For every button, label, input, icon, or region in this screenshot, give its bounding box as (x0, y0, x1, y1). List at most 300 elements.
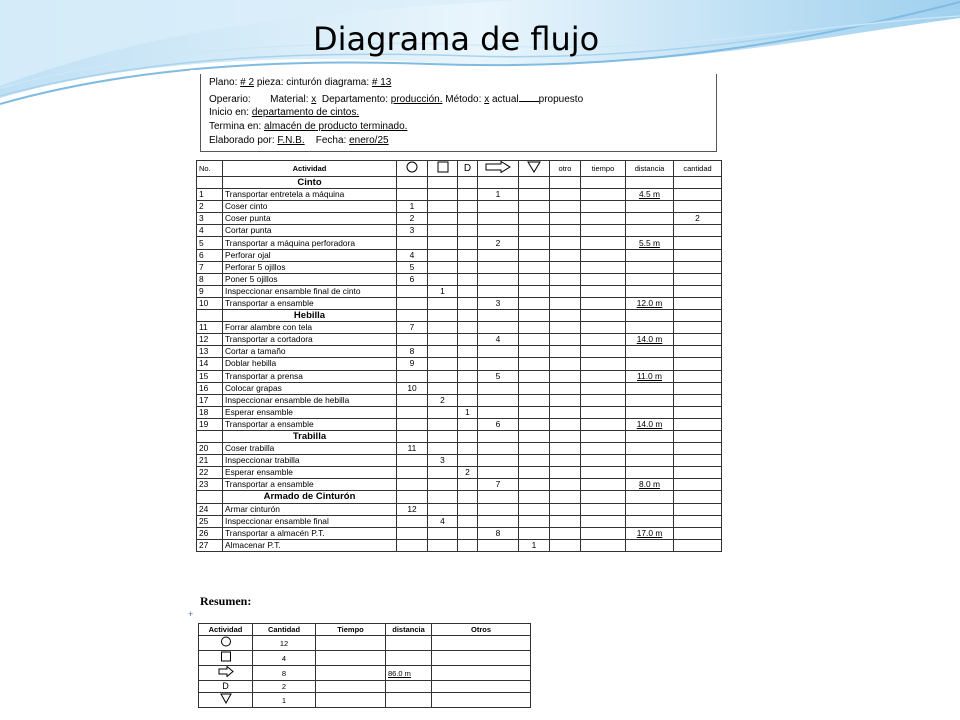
cell-alm (519, 467, 550, 479)
cell-alm (519, 370, 550, 382)
cell-insp (428, 467, 458, 479)
cell-no: 19 (197, 418, 223, 430)
cell-op (397, 394, 428, 406)
cell-cant (674, 285, 722, 297)
col-header-actividad: Actividad (223, 161, 397, 177)
empty-cell (428, 430, 458, 442)
cell-alm (519, 394, 550, 406)
cell-trans (478, 358, 519, 370)
cell-op: 1 (397, 201, 428, 213)
cell-op (397, 479, 428, 491)
diagrama-label: diagrama: (324, 77, 370, 88)
empty-cell (674, 177, 722, 189)
cell-cant (674, 370, 722, 382)
cell-alm (519, 201, 550, 213)
cell-no: 5 (197, 237, 223, 249)
cell-tiempo (581, 225, 626, 237)
summary-distancia (386, 681, 432, 693)
cell-otro (550, 479, 581, 491)
summary-row (199, 636, 531, 651)
cell-act: Inspeccionar trabilla (223, 455, 397, 467)
empty-cell (519, 310, 550, 322)
cell-tiempo (581, 455, 626, 467)
cell-no: 11 (197, 322, 223, 334)
section-row (197, 491, 722, 503)
cell-cant (674, 261, 722, 273)
cell-insp (428, 334, 458, 346)
cell-dist: 14.0 m (626, 334, 674, 346)
col-header-tiempo: tiempo (581, 161, 626, 177)
cell-insp (428, 443, 458, 455)
cell-insp (428, 249, 458, 261)
table-row (197, 406, 722, 418)
cell-op: 10 (397, 382, 428, 394)
empty-cell (397, 430, 428, 442)
cell-alm (519, 527, 550, 539)
cell-dem (458, 297, 478, 309)
cell-trans (478, 443, 519, 455)
cell-tiempo (581, 237, 626, 249)
cell-alm (519, 249, 550, 261)
summary-otros (432, 681, 531, 693)
cell-no: 24 (197, 503, 223, 515)
plano-value: # 2 (240, 77, 255, 88)
cell-act: Colocar grapas (223, 382, 397, 394)
cell-alm (519, 297, 550, 309)
arrow-icon (485, 161, 511, 173)
cell-otro (550, 213, 581, 225)
cell-trans (478, 273, 519, 285)
cell-insp (428, 382, 458, 394)
cell-trans: 8 (478, 527, 519, 539)
cell-trans: 7 (478, 479, 519, 491)
cell-dem (458, 443, 478, 455)
cell-op (397, 406, 428, 418)
table-row (197, 189, 722, 201)
cell-dist: 4.5 m (626, 189, 674, 201)
empty-cell (581, 177, 626, 189)
summary-activity-icon (199, 651, 253, 666)
cell-tiempo (581, 370, 626, 382)
summary-distancia (386, 693, 432, 708)
cell-dem (458, 370, 478, 382)
cell-dem (458, 418, 478, 430)
cell-tiempo (581, 273, 626, 285)
col-header-storage (519, 161, 550, 177)
table-row (197, 285, 722, 297)
inicio-label: Inicio en: (209, 107, 250, 118)
section-no-cell (197, 177, 223, 189)
cell-insp (428, 225, 458, 237)
cell-no: 7 (197, 261, 223, 273)
col-header-inspection (428, 161, 458, 177)
empty-cell (626, 430, 674, 442)
summary-cantidad: 4 (253, 651, 316, 666)
cell-dem (458, 322, 478, 334)
cell-insp: 4 (428, 515, 458, 527)
cell-trans: 5 (478, 370, 519, 382)
cell-cant (674, 515, 722, 527)
cell-no: 9 (197, 285, 223, 297)
cell-cant (674, 297, 722, 309)
cell-op (397, 285, 428, 297)
cell-act: Transportar a ensamble (223, 297, 397, 309)
cell-otro (550, 382, 581, 394)
cell-act: Perforar 5 ojillos (223, 261, 397, 273)
col-header-transport (478, 161, 519, 177)
cell-insp (428, 189, 458, 201)
col-header-otro: otro (550, 161, 581, 177)
cell-alm (519, 479, 550, 491)
cell-cant (674, 225, 722, 237)
cell-op (397, 515, 428, 527)
cell-insp (428, 213, 458, 225)
cell-act: Transportar a ensamble (223, 418, 397, 430)
cell-trans (478, 322, 519, 334)
cell-op (397, 527, 428, 539)
cell-tiempo (581, 322, 626, 334)
summary-tiempo (316, 636, 386, 651)
cell-dist (626, 455, 674, 467)
cell-dist (626, 346, 674, 358)
cell-tiempo (581, 479, 626, 491)
cell-dem: 2 (458, 467, 478, 479)
section-row (197, 310, 722, 322)
cell-insp (428, 370, 458, 382)
cell-op (397, 418, 428, 430)
cell-tiempo (581, 503, 626, 515)
summary-header-row (199, 624, 531, 636)
cell-dist (626, 406, 674, 418)
cell-op: 11 (397, 443, 428, 455)
cell-no: 10 (197, 297, 223, 309)
pieza-label: pieza: (256, 77, 284, 88)
cell-insp (428, 297, 458, 309)
cell-trans (478, 249, 519, 261)
summary-activity-icon (199, 693, 253, 708)
cell-cant (674, 237, 722, 249)
cell-tiempo (581, 382, 626, 394)
empty-cell (519, 491, 550, 503)
cell-alm (519, 382, 550, 394)
cell-cant: 2 (674, 213, 722, 225)
table-row (197, 334, 722, 346)
cell-cant (674, 455, 722, 467)
cell-trans (478, 285, 519, 297)
table-row (197, 467, 722, 479)
cell-tiempo (581, 515, 626, 527)
cell-alm (519, 273, 550, 285)
cell-act: Doblar hebilla (223, 358, 397, 370)
cell-act: Esperar ensamble (223, 467, 397, 479)
empty-cell (581, 430, 626, 442)
table-row (197, 237, 722, 249)
fecha-value: enero/25 (349, 135, 389, 146)
plano-label: Plano: (209, 77, 238, 88)
table-row (197, 382, 722, 394)
empty-cell (478, 310, 519, 322)
empty-cell (581, 310, 626, 322)
cell-tiempo (581, 334, 626, 346)
cell-alm (519, 237, 550, 249)
summary-tiempo (316, 693, 386, 708)
col-header-cantidad: cantidad (674, 161, 722, 177)
circle-icon (220, 636, 232, 647)
cell-insp (428, 358, 458, 370)
plus-icon: + (188, 609, 194, 619)
cell-no: 15 (197, 370, 223, 382)
cell-trans (478, 515, 519, 527)
cell-dem (458, 213, 478, 225)
empty-cell (458, 310, 478, 322)
cell-cant (674, 418, 722, 430)
cell-trans: 2 (478, 237, 519, 249)
cell-act: Perforar ojal (223, 249, 397, 261)
cell-trans (478, 346, 519, 358)
section-no-cell (197, 430, 223, 442)
cell-otro (550, 358, 581, 370)
propuesto-label: propuesto (538, 94, 584, 105)
empty-cell (397, 177, 428, 189)
square-icon (437, 161, 449, 173)
cell-cant (674, 249, 722, 261)
cell-otro (550, 406, 581, 418)
cell-otro (550, 443, 581, 455)
summary-cantidad: 8 (253, 666, 316, 681)
cell-dist: 11.0 m (626, 370, 674, 382)
cell-tiempo (581, 394, 626, 406)
triangle-icon (527, 161, 541, 173)
empty-cell (550, 430, 581, 442)
elaborado-value: F.N.B. (277, 135, 305, 146)
cell-trans (478, 455, 519, 467)
cell-alm (519, 455, 550, 467)
summary-cantidad: 1 (253, 693, 316, 708)
cell-tiempo (581, 346, 626, 358)
cell-dem (458, 479, 478, 491)
cell-no: 21 (197, 455, 223, 467)
section-row (197, 430, 722, 442)
table-row (197, 261, 722, 273)
inicio-value: departamento de cintos. (251, 107, 360, 118)
empty-cell (478, 491, 519, 503)
cell-dem (458, 527, 478, 539)
cell-insp (428, 346, 458, 358)
cell-act: Cortar punta (223, 225, 397, 237)
table-row (197, 455, 722, 467)
cell-dist (626, 467, 674, 479)
cell-op: 12 (397, 503, 428, 515)
summary-header-otros: Otros (432, 624, 531, 636)
empty-cell (458, 491, 478, 503)
cell-dem (458, 201, 478, 213)
summary-cantidad: 2 (253, 681, 316, 693)
cell-dem (458, 382, 478, 394)
summary-otros (432, 666, 531, 681)
section-title: Hebilla (223, 310, 397, 322)
cell-otro (550, 503, 581, 515)
table-row (197, 370, 722, 382)
cell-act: Transportar a máquina perforadora (223, 237, 397, 249)
table-row (197, 527, 722, 539)
cell-op: 3 (397, 225, 428, 237)
table-row (197, 249, 722, 261)
slide-title: Diagrama de flujo (313, 20, 600, 58)
cell-otro (550, 515, 581, 527)
cell-dist (626, 322, 674, 334)
cell-alm (519, 213, 550, 225)
empty-cell (458, 177, 478, 189)
pieza-value: cinturón (286, 77, 322, 88)
cell-dem (458, 189, 478, 201)
cell-insp (428, 273, 458, 285)
cell-no: 8 (197, 273, 223, 285)
cell-no: 25 (197, 515, 223, 527)
cell-tiempo (581, 418, 626, 430)
cell-cant (674, 322, 722, 334)
cell-dist (626, 249, 674, 261)
table-row (197, 225, 722, 237)
summary-row (199, 651, 531, 666)
cell-act: Coser cinto (223, 201, 397, 213)
cell-dem (458, 503, 478, 515)
cell-alm (519, 189, 550, 201)
summary-header-cantidad: Cantidad (253, 624, 316, 636)
cell-trans (478, 261, 519, 273)
cell-otro (550, 189, 581, 201)
cell-no: 23 (197, 479, 223, 491)
cell-tiempo (581, 467, 626, 479)
cell-op: 8 (397, 346, 428, 358)
cell-alm (519, 334, 550, 346)
cell-alm (519, 322, 550, 334)
cell-insp: 2 (428, 394, 458, 406)
cell-tiempo (581, 443, 626, 455)
cell-op: 4 (397, 249, 428, 261)
empty-cell (674, 491, 722, 503)
cell-no: 18 (197, 406, 223, 418)
summary-distancia (386, 651, 432, 666)
cell-op (397, 370, 428, 382)
metodo-value: x (484, 94, 490, 105)
cell-no: 27 (197, 539, 223, 551)
empty-cell (626, 310, 674, 322)
col-header-operation (397, 161, 428, 177)
cell-act: Transportar entretela a máquina (223, 189, 397, 201)
cell-otro (550, 418, 581, 430)
cell-insp (428, 406, 458, 418)
table-row (197, 394, 722, 406)
cell-dist: 14.0 m (626, 418, 674, 430)
cell-cant (674, 503, 722, 515)
summary-row (199, 681, 531, 693)
cell-cant (674, 273, 722, 285)
cell-act: Poner 5 ojillos (223, 273, 397, 285)
cell-op (397, 467, 428, 479)
empty-cell (626, 177, 674, 189)
termina-label: Termina en: (209, 121, 262, 132)
summary-table (198, 623, 531, 708)
departamento-value: producción. (390, 94, 443, 105)
table-row (197, 213, 722, 225)
empty-cell (550, 491, 581, 503)
table-row (197, 503, 722, 515)
cell-cant (674, 346, 722, 358)
cell-trans (478, 539, 519, 551)
empty-cell (626, 491, 674, 503)
elaborado-label: Elaborado por: (209, 135, 275, 146)
cell-otro (550, 394, 581, 406)
cell-tiempo (581, 213, 626, 225)
cell-no: 12 (197, 334, 223, 346)
cell-act: Cortar a tamaño (223, 346, 397, 358)
cell-op (397, 297, 428, 309)
summary-cantidad: 12 (253, 636, 316, 651)
cell-dist (626, 539, 674, 551)
cell-cant (674, 467, 722, 479)
cell-trans (478, 394, 519, 406)
summary-tiempo (316, 651, 386, 666)
cell-alm: 1 (519, 539, 550, 551)
cell-act: Forrar alambre con tela (223, 322, 397, 334)
cell-otro (550, 527, 581, 539)
cell-dem (458, 334, 478, 346)
cell-trans (478, 503, 519, 515)
summary-header-tiempo: Tiempo (316, 624, 386, 636)
cell-alm (519, 358, 550, 370)
cell-dist (626, 285, 674, 297)
cell-dem (458, 515, 478, 527)
cell-no: 26 (197, 527, 223, 539)
col-header-demora: D (458, 161, 478, 177)
cell-op (397, 334, 428, 346)
cell-trans (478, 201, 519, 213)
cell-trans (478, 467, 519, 479)
cell-op (397, 237, 428, 249)
resumen-label: Resumen: (200, 594, 252, 608)
cell-dist (626, 515, 674, 527)
empty-cell (478, 177, 519, 189)
cell-tiempo (581, 201, 626, 213)
diagrama-value: # 13 (371, 77, 392, 88)
actual-blank (519, 92, 539, 102)
flow-process-table (196, 160, 722, 552)
cell-insp (428, 503, 458, 515)
cell-cant (674, 527, 722, 539)
section-title: Cinto (223, 177, 397, 189)
cell-alm (519, 285, 550, 297)
cell-otro (550, 261, 581, 273)
cell-no: 4 (197, 225, 223, 237)
cell-alm (519, 418, 550, 430)
cell-dem (458, 273, 478, 285)
summary-activity-icon: D (199, 681, 253, 693)
empty-cell (428, 310, 458, 322)
cell-dem: 1 (458, 406, 478, 418)
cell-otro (550, 237, 581, 249)
cell-dist: 17.0 m (626, 527, 674, 539)
cell-cant (674, 358, 722, 370)
cell-no: 20 (197, 443, 223, 455)
cell-op: 6 (397, 273, 428, 285)
cell-dist: 5.5 m (626, 237, 674, 249)
table-row (197, 201, 722, 213)
cell-op: 2 (397, 213, 428, 225)
empty-cell (397, 310, 428, 322)
cell-act: Esperar ensamble (223, 406, 397, 418)
summary-otros (432, 651, 531, 666)
empty-cell (519, 430, 550, 442)
